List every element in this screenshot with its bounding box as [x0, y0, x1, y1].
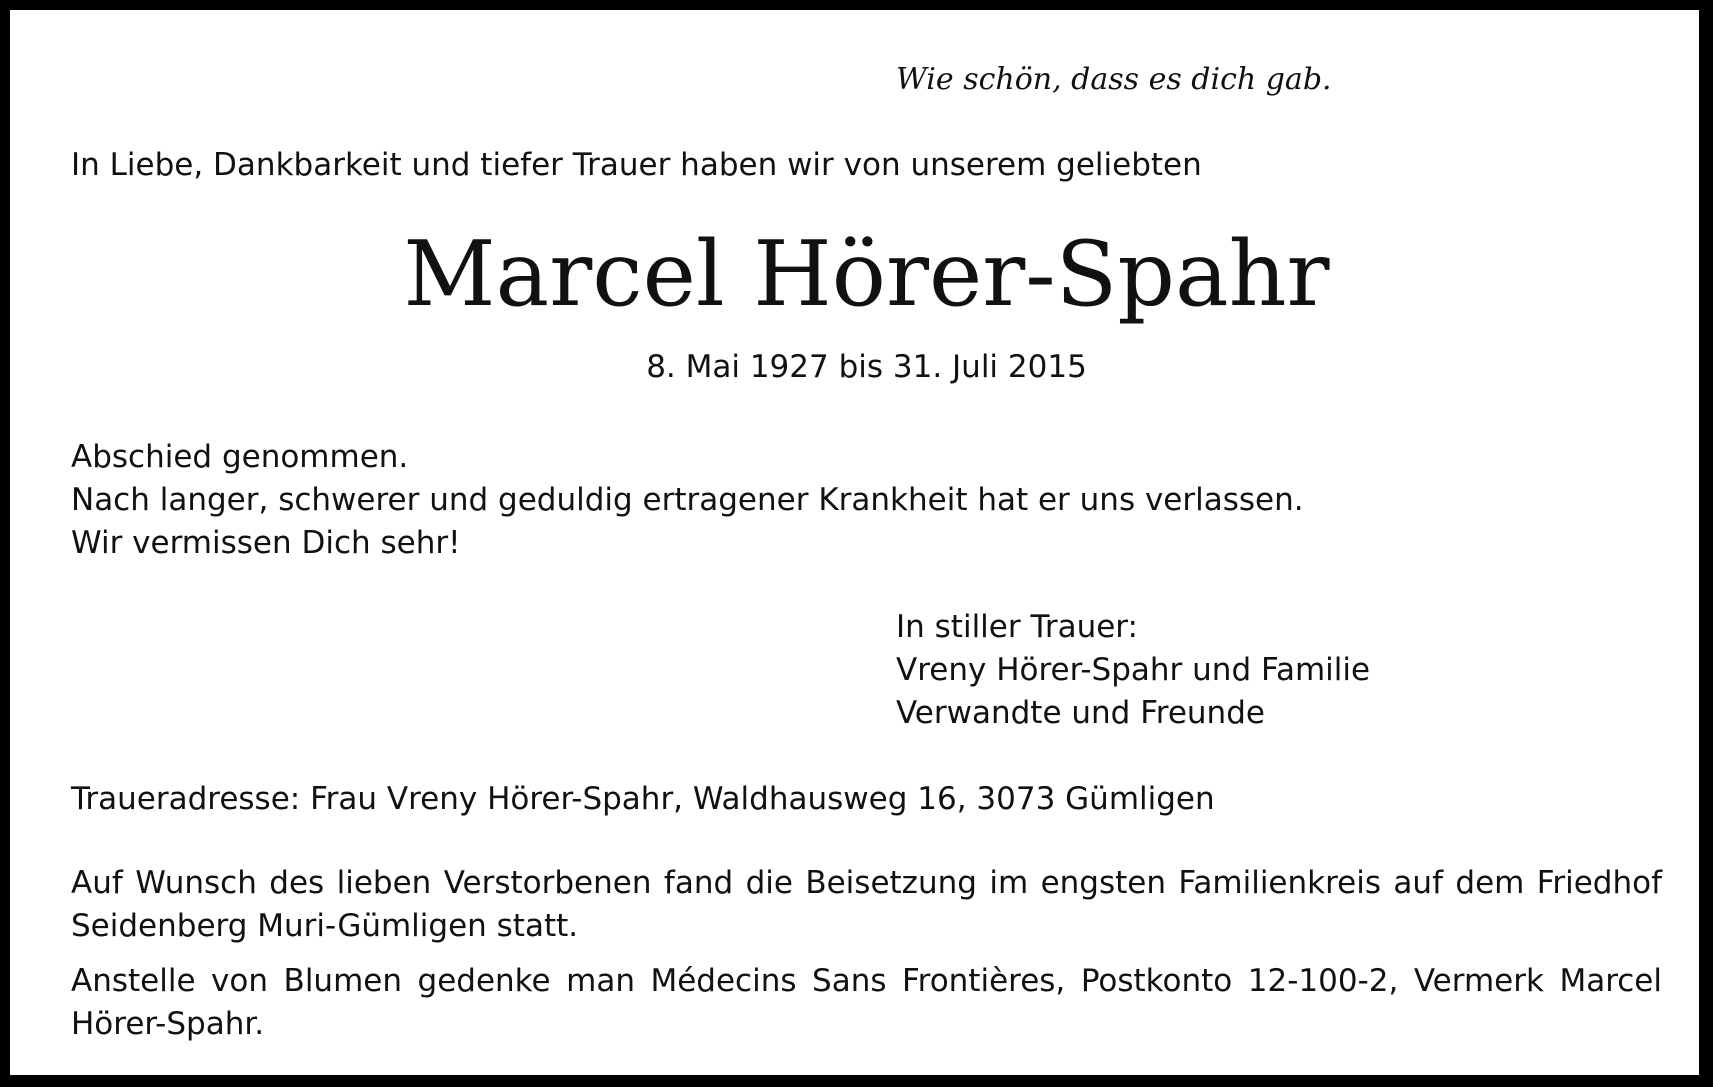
donation-notice: Anstelle von Blumen gedenke man Médecins Sans Frontières, Postkonto 12-100-2, Vermerk Marcel Hörer-Spahr.: [71, 963, 1662, 1042]
farewell-line: Abschied genommen.: [71, 439, 409, 475]
mourners-block: [896, 606, 1370, 735]
mourners-line: Verwandte und Freunde: [896, 695, 1265, 731]
deceased-name: Marcel Hörer-Spahr: [403, 222, 1330, 327]
motto: Wie schön, dass es dich gab.: [896, 62, 1332, 97]
intro-text: In Liebe, Dankbarkeit und tiefer Trauer haben wir von unserem geliebten: [71, 147, 1202, 183]
farewell-text: [71, 436, 1304, 565]
mourning-address: Traueradresse: Frau Vreny Hörer-Spahr, Waldhausweg 16, 3073 Gümligen: [71, 781, 1215, 817]
farewell-line: Wir vermissen Dich sehr!: [71, 525, 461, 561]
burial-notice: Auf Wunsch des lieben Verstorbenen fand die Beisetzung im engsten Familienkreis auf dem Friedhof Seidenberg Muri-Gümligen statt.: [71, 865, 1662, 944]
farewell-line: Nach langer, schwerer und geduldig ertragener Krankheit hat er uns verlassen.: [71, 482, 1304, 518]
mourners-line: In stiller Trauer:: [896, 609, 1138, 645]
life-dates: 8. Mai 1927 bis 31. Juli 2015: [646, 349, 1087, 385]
mourners-line: Vreny Hörer-Spahr und Familie: [896, 652, 1371, 688]
